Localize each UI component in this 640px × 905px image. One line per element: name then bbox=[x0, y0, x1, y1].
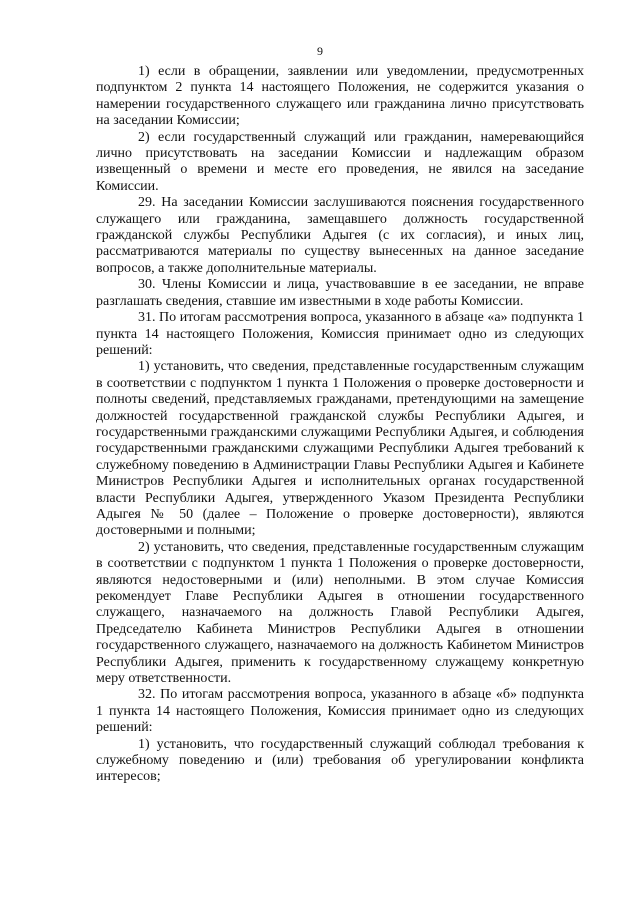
page-number: 9 bbox=[317, 44, 323, 58]
paragraph-32: 32. По итогам рассмотрения вопроса, указанного в абзаце «б» подпункта 1 пункта 14 настоящего Положения, Комиссия принимает одно из следующих решений: bbox=[96, 687, 584, 736]
paragraph-30: 30. Члены Комиссии и лица, участвовавшие в ее заседании, не вправе разглашать сведения, ставшие им известными в ходе работы Комиссии. bbox=[96, 277, 584, 309]
paragraph-item-1: 1) если в обращении, заявлении или уведомлении, предусмотренных подпунктом 2 пункта 14 настоящего Положения, не содержится указания о намерении государственного служащего или гражданина лично присутствовать на заседании Комиссии; bbox=[96, 64, 584, 129]
paragraph-29: 29. На заседании Комиссии заслушиваются пояснения государственного служащего или гражданина, замещавшего должность государственной гражданской службы Республики Адыгея (с их согласия), и иных лиц, рассматриваются материалы по существу вынесенных на данное заседание вопросов, а также дополнительные материалы. bbox=[96, 195, 584, 276]
paragraph-31: 31. По итогам рассмотрения вопроса, указанного в абзаце «а» подпункта 1 пункта 14 настоящего Положения, Комиссия принимает одно из следующих решений: bbox=[96, 310, 584, 358]
document-body bbox=[96, 64, 584, 786]
paragraph-31-item-1: 1) установить, что сведения, представленные государственным служащим в соответствии с подпунктом 1 пункта 1 Положения о проверке достоверности и полноты сведений, представляемых гражданами, претендующими на замещение должностей государственной гражданской службы Республики Адыгея, и государственными гражданскими служащими Республики Адыгея, и соблюдения государственными гражданскими служащими Республики Адыгея требований к служебному поведению в Администрации Главы Республики Адыгея и Кабинете Министров Республики Адыгея и исполнительных органах государственной власти Республики Адыгея, утвержденного Указом Президента Республики Адыгея № 50 (далее – Положение о проверке достоверности), являются достоверными и полными; bbox=[96, 359, 584, 539]
paragraph-item-2: 2) если государственный служащий или гражданин, намеревающийся лично присутствовать на заседании Комиссии и надлежащим образом извещенный о времени и месте его проведения, не явился на заседание Комиссии. bbox=[96, 129, 584, 194]
paragraph-31-item-2: 2) установить, что сведения, представленные государственным служащим в соответствии с подпунктом 1 пункта 1 Положения о проверке достоверности, являются недостоверными и (или) неполными. В этом случае Комиссия рекомендует Главе Республики Адыгея в отношении государственного служащего, назначаемого на должность Главой Республики Адыгея, Председателю Кабинета Министров Республики Адыгея в отношении государственного служащего, назначаемого на должность Кабинетом Министров Республики Адыгея, применить к государственному служащему конкретную меру ответственности. bbox=[96, 539, 584, 687]
paragraph-32-item-1: 1) установить, что государственный служащий соблюдал требования к служебному поведению и (или) требования об урегулировании конфликта интересов; bbox=[96, 736, 584, 785]
